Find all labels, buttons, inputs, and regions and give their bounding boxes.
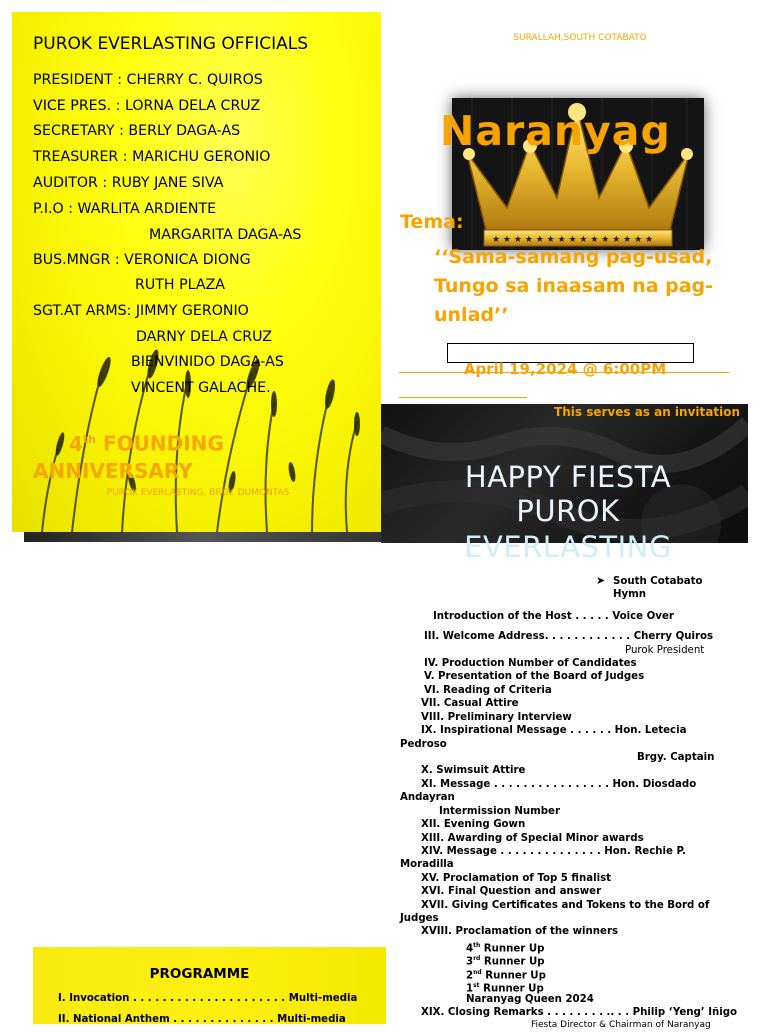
event-date: April 19,2024 @ 6:00PM xyxy=(463,360,667,378)
program-xvii-b: Judges xyxy=(400,913,439,924)
program-intermission: Intermission Number xyxy=(439,806,560,817)
program-host: Introduction of the Host . . . . . Voice Over xyxy=(433,611,674,622)
program-xv: XV. Proclamation of Top 5 finalist xyxy=(421,873,612,884)
bullet-arrow-icon: ➤ xyxy=(596,574,606,587)
program-ix: IX. Inspirational Message . . . . . . Hon. Letecia xyxy=(421,725,687,736)
program-x: X. Swimsuit Attire xyxy=(421,765,526,776)
svg-text:★ ★ ★ ★ ★ ★ ★ ★ ★ ★ ★ ★ ★ ★ ★: ★ ★ ★ ★ ★ ★ ★ ★ ★ ★ ★ ★ ★ ★ ★ xyxy=(492,235,654,245)
program-vii: VII. Casual Attire xyxy=(421,698,519,709)
program-vi: VI. Reading of Criteria xyxy=(424,685,552,696)
program-ix-b: Pedroso xyxy=(400,739,447,750)
official-bus-mngr: BUS.MNGR : VERONICA DIONG xyxy=(33,252,251,268)
official-secretary: SECRETARY : BERLY DAGA-AS xyxy=(33,123,241,139)
founding-anniversary-heading: 4th FOUNDING ANNIVERSARY xyxy=(33,431,224,483)
program-xvi: XVI. Final Question and answer xyxy=(421,886,602,897)
program-iv: IV. Production Number of Candidates xyxy=(424,658,637,669)
program-queen: Naranyag Queen 2024 xyxy=(466,994,594,1005)
program-viii: VIII. Preliminary Interview xyxy=(421,712,572,723)
tema-label: Tema: xyxy=(400,211,464,233)
program-welcome-role: Purok President xyxy=(625,645,705,656)
program-welcome: III. Welcome Address. . . . . . . . . . . . Cherry Quiros xyxy=(424,631,714,642)
official-president: PRESIDENT : CHERRY C. QUIROS xyxy=(33,72,263,88)
runner-up-1: 1st Runner Up xyxy=(466,982,544,995)
programme-item-i: I. Invocation . . . . . . . . . . . . . . . . . . . . . Multi-media xyxy=(58,993,358,1004)
program-xvii: XVII. Giving Certificates and Tokens to the Bord of xyxy=(421,900,710,911)
official-pio: P.I.O : WARLITA ARDIENTE xyxy=(33,201,217,217)
program-item-1b: Hymn xyxy=(613,589,647,600)
programme-item-ii: II. National Anthem . . . . . . . . . . . . . . Multi-media xyxy=(58,1014,346,1025)
founding-subtitle: PUROK EVERLASTING, BRGY. DUMONTAS xyxy=(106,488,290,498)
official-pio-2: MARGARITA DAGA-AS xyxy=(149,227,302,243)
program-xiv-b: Moradilla xyxy=(400,859,454,870)
program-item-1: South Cotabato xyxy=(613,576,703,587)
programme-title: PROGRAMME xyxy=(149,966,250,982)
invitation-note: This serves as an invitation xyxy=(554,405,740,419)
event-title: Naranyag xyxy=(440,107,671,155)
program-xi-b: Andayran xyxy=(400,792,455,803)
official-bus-mngr-2: RUTH PLAZA xyxy=(135,277,226,293)
program-xii: XII. Evening Gown xyxy=(421,819,526,830)
official-treasurer: TREASURER : MARICHU GERONIO xyxy=(33,149,271,165)
runner-up-2: 2nd Runner Up xyxy=(466,969,546,982)
program-v: V. Presentation of the Board of Judges xyxy=(424,671,645,682)
officials-title: PUROK EVERLASTING OFFICIALS xyxy=(33,34,309,54)
fiesta-line-3: EVERLASTING xyxy=(464,530,672,564)
programme-panel xyxy=(33,947,386,1024)
official-vice-president: VICE PRES. : LORNA DELA CRUZ xyxy=(33,98,261,114)
fiesta-title xyxy=(381,460,755,528)
runner-up-4: 4th Runner Up xyxy=(466,942,545,955)
runner-up-3: 3rd Runner Up xyxy=(466,955,545,968)
tema-text: ‘‘Sama-samang pag-usad, Tungo sa inaasam na pag-unlad’’ xyxy=(434,246,714,326)
location-text: SURALLAH,SOUTH COTABATO xyxy=(513,33,647,43)
program-xix: XIX. Closing Remarks . . . . . . . . .. . . Philip ‘Yeng’ Iñigo xyxy=(421,1007,738,1018)
official-sgt-at-arms: SGT.AT ARMS: JIMMY GERONIO xyxy=(33,303,249,319)
program-xiv: XIV. Message . . . . . . . . . . . . . . Hon. Rechie P. xyxy=(421,846,686,857)
official-sgt-2: DARNY DELA CRUZ xyxy=(136,329,272,345)
program-ix-role: Brgy. Captain xyxy=(637,752,715,763)
program-xiii: XIII. Awarding of Special Minor awards xyxy=(421,833,644,844)
date-underline-2 xyxy=(399,397,527,398)
fiesta-line-2: PUROK xyxy=(516,494,620,528)
official-sgt-3: BIENVINIDO DAGA-AS xyxy=(131,354,284,370)
program-xi: XI. Message . . . . . . . . . . . . . . . . Hon. Diosdado xyxy=(421,779,697,790)
program-xviii: XVIII. Proclamation of the winners xyxy=(421,926,619,937)
panel-shadow-strip xyxy=(24,532,381,542)
officials-panel xyxy=(12,12,381,532)
official-sgt-4: VINCENT GALACHE. xyxy=(131,380,271,396)
official-auditor: AUDITOR : RUBY JANE SIVA xyxy=(33,175,224,191)
fiesta-line-1: HAPPY FIESTA xyxy=(464,460,672,494)
program-xix-role: Fiesta Director & Chairman of Naranyag xyxy=(531,1020,711,1030)
